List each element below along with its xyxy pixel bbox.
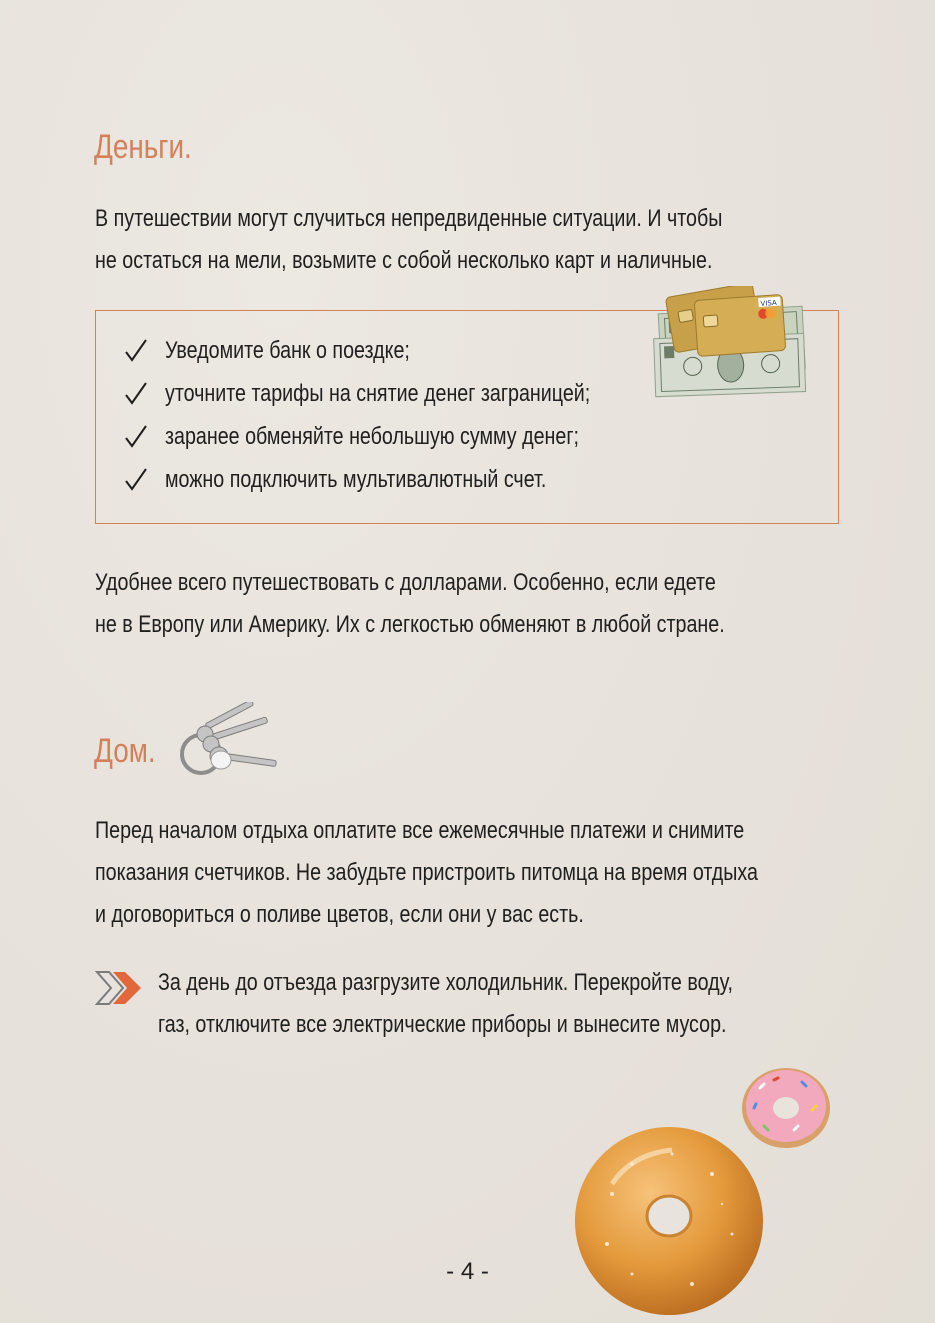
money-outro (95, 562, 725, 646)
home-note-line-2: газ, отключите все электрические приборы и вынесите мусор. (158, 1011, 727, 1038)
money-heading: Деньги. (94, 128, 192, 166)
money-intro-line-2: не остаться на мели, возьмите с собой несколько карт и наличные. (95, 247, 713, 274)
page-number: - 4 - (446, 1258, 489, 1285)
checklist-item-text: заранее обменяйте небольшую сумму денег; (165, 423, 579, 450)
svg-text:VISA: VISA (760, 298, 777, 308)
home-note (158, 962, 733, 1046)
checklist-item-text: уточните тарифы на снятие денег заграницей; (165, 380, 591, 407)
glazed-donut-icon (572, 1124, 766, 1318)
money-intro (95, 198, 722, 282)
home-intro-line-2: показания счетчиков. Не забудьте пристроить питомца на время отдыха (95, 859, 758, 886)
home-intro-line-1: Перед началом отдыха оплатите все ежемесячные платежи и снимите (95, 817, 745, 844)
home-note-line-1: За день до отъезда разгрузите холодильник. Перекройте воду, (158, 969, 733, 996)
checklist-item-text: Уведомите банк о поездке; (165, 337, 410, 364)
double-chevron-icon (95, 968, 145, 1008)
check-mark-icon (120, 464, 150, 494)
home-intro (95, 810, 758, 936)
home-heading: Дом. (94, 732, 156, 770)
money-outro-line-1: Удобнее всего путешествовать с долларами. Особенно, если едете (95, 569, 716, 596)
checklist-item-text: можно подключить мультивалютный счет. (165, 466, 547, 493)
cards-and-dollars-icon (652, 286, 810, 398)
check-mark-icon (120, 335, 150, 365)
money-intro-line-1: В путешествии могут случиться непредвиденные ситуации. И чтобы (95, 205, 723, 232)
check-mark-icon (120, 378, 150, 408)
keys-icon (175, 702, 281, 778)
check-mark-icon (120, 421, 150, 451)
money-outro-line-2: не в Европу или Америку. Их с легкостью обменяют в любой стране. (95, 611, 725, 638)
home-intro-line-3: и договориться о поливе цветов, если они у вас есть. (95, 901, 584, 928)
